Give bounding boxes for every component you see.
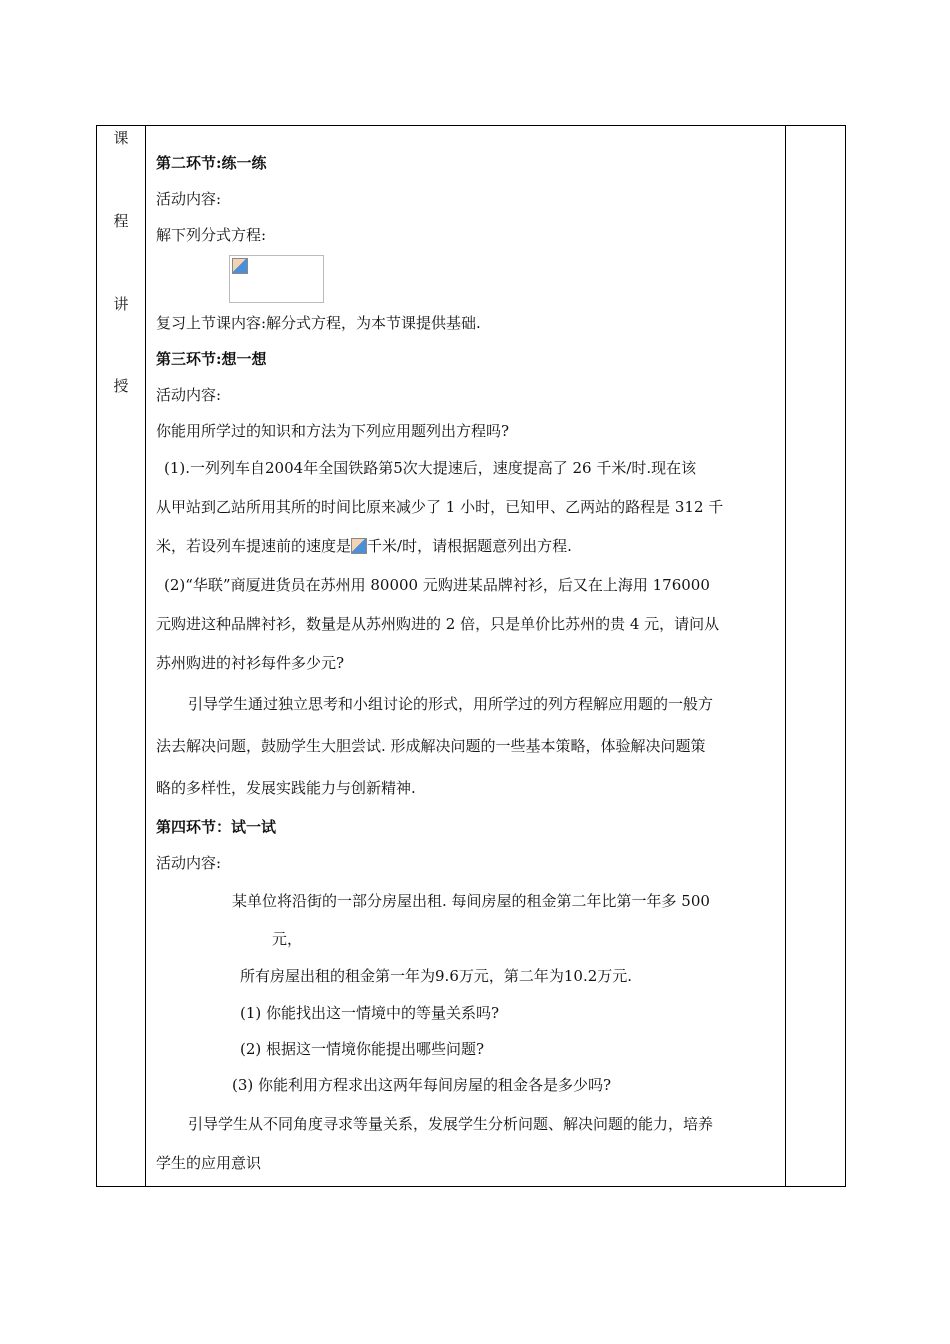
problem2-line2: 元购进这种品牌衬衫，数量是从苏州购进的 2 倍，只是单价比苏州的贵 4 元，请问从 [156,615,720,633]
lesson-content [156,145,778,1181]
guide3-line2: 法去解决问题，鼓励学生大胆尝试. 形成解决问题的一些基本策略，体验解决问题策 [156,737,706,755]
section4-title: 第四环节：试一试 [156,818,277,836]
guide3-line1: 引导学生通过独立思考和小组讨论的形式，用所学过的列方程解应用题的一般方 [188,695,714,713]
section3-title: 第三环节:想一想 [156,350,267,368]
scenario-line3: 所有房屋出租的租金第一年为9.6万元，第二年为10.2万元. [240,967,633,985]
scenario-line2: 元， [272,930,303,948]
problem1-line3-start: 米，若设列车提速前的速度是 [156,537,352,555]
question-2: (2) 根据这一情境你能提出哪些问题? [240,1040,485,1058]
side-label-char-3: 讲 [113,295,129,313]
problem1-line3-end: 千米/时，请根据题意列出方程. [367,537,572,555]
question-1: (1) 你能找出这一情境中的等量关系吗? [240,1004,500,1022]
guide4-line2: 学生的应用意识 [156,1154,262,1172]
equation-image [229,255,324,303]
section3-activity-label: 活动内容: [156,386,222,404]
problem1-line2: 从甲站到乙站所用其所的时间比原来减少了 1 小时，已知甲、乙两站的路程是 312 千 [156,498,724,516]
problem2-line3: 苏州购进的衬衫每件多少元? [156,654,345,672]
section2-title: 第二环节:练一练 [156,154,267,172]
scenario-line1: 某单位将沿街的一部分房屋出租. 每间房屋的租金第二年比第一年多 500 [232,892,710,910]
column-divider-left [145,125,146,1187]
guide3-line3: 略的多样性，发展实践能力与创新精神. [156,779,416,797]
section2-task: 解下列分式方程: [156,226,267,244]
variable-image-icon [351,538,367,554]
column-divider-right [785,125,786,1187]
section2-activity-label: 活动内容: [156,190,222,208]
problem1-line3 [156,527,778,566]
section4-activity-label: 活动内容: [156,854,222,872]
problem2-line1: (2)“华联”商厦进货员在苏州用 80000 元购进某品牌衬衫，后又在上海用 176000 [164,576,710,594]
side-label-char-2: 程 [113,212,129,230]
guide4-line1: 引导学生从不同角度寻求等量关系，发展学生分析问题、解决问题的能力，培养 [188,1115,714,1133]
question-3: (3) 你能利用方程求出这两年每间房屋的租金各是多少吗? [232,1076,612,1094]
side-label-char-4: 授 [113,377,129,395]
side-label-char-1: 课 [113,129,129,147]
section2-review: 复习上节课内容:解分式方程，为本节课提供基础. [156,314,481,332]
broken-image-icon [232,258,248,274]
section3-question: 你能用所学过的知识和方法为下列应用题列出方程吗? [156,422,510,440]
problem1-line1: (1).一列列车自2004年全国铁路第5次大提速后，速度提高了 26 千米/时.现在该 [164,459,697,477]
